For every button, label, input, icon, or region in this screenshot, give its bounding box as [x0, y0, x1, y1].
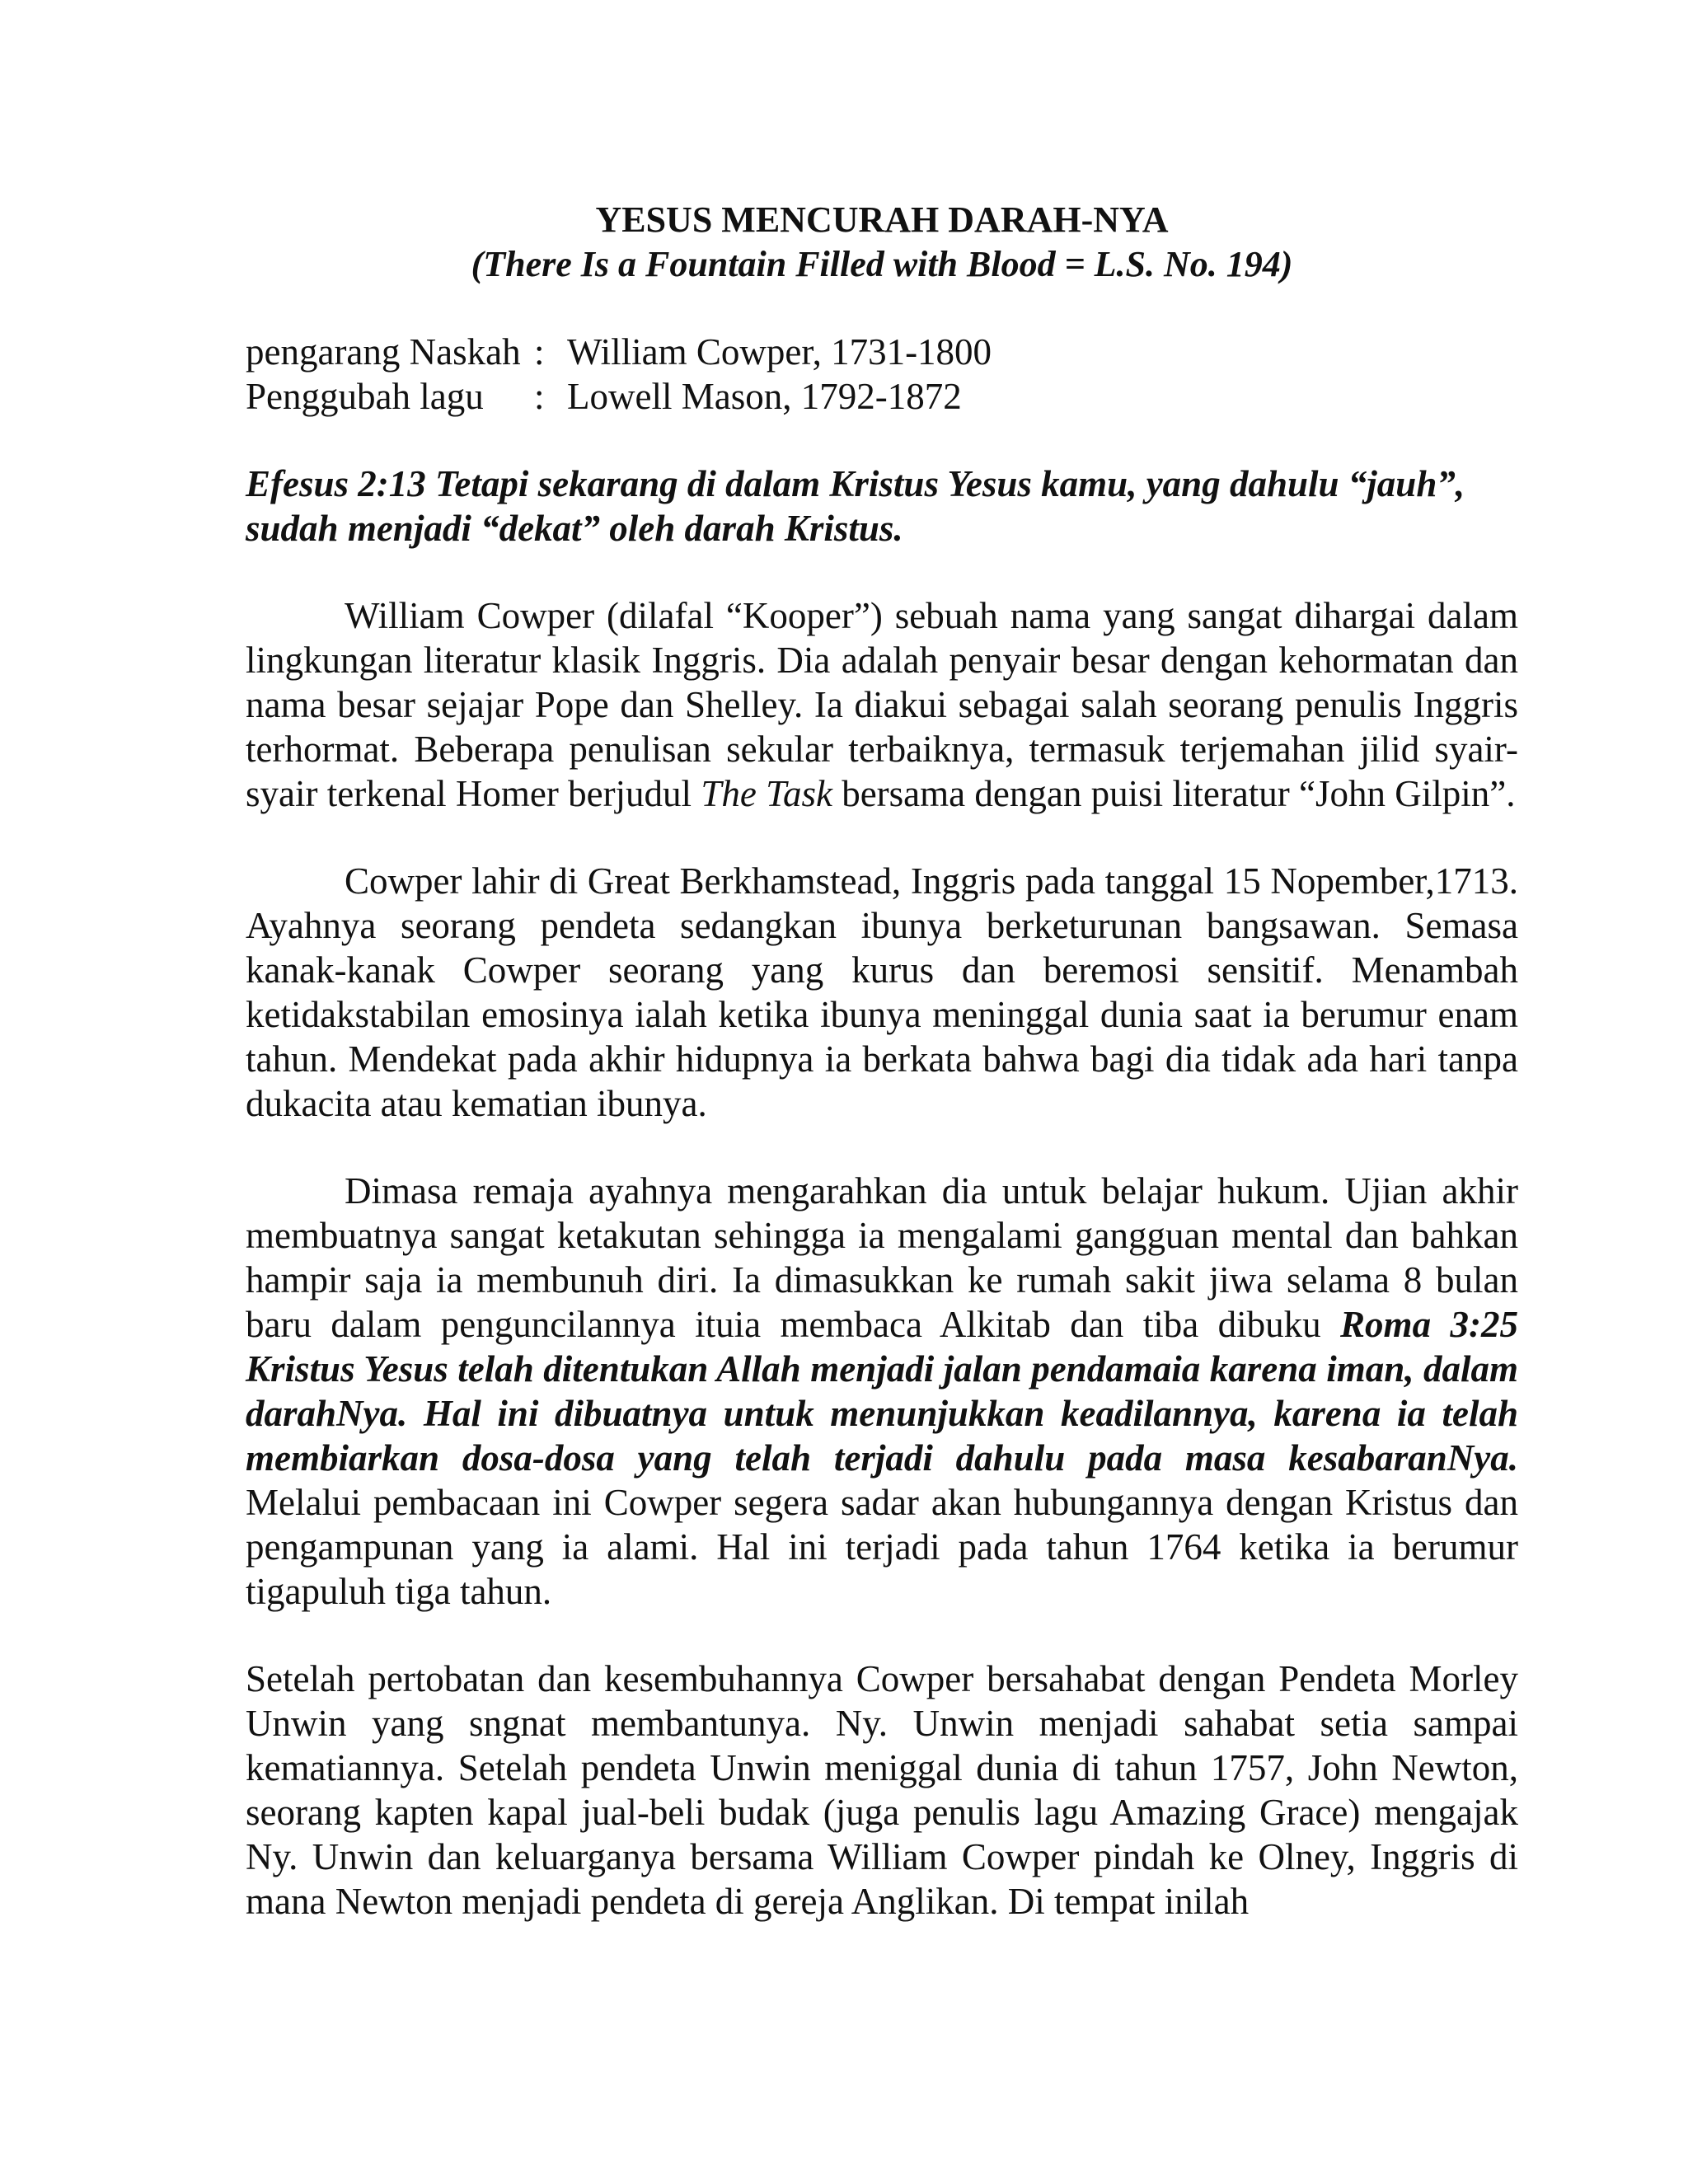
paragraph-text: William Cowper (dilafal “Kooper”) sebuah nama yang sangat dihargai dalam lingkungan literatur klasik Inggris. Dia adalah penyair besar dengan kehormatan dan nama besar sejajar Pope dan Shelley. Ia diakui sebagai salah seorang penulis Inggris terhormat. Beberapa penulisan sekular terbaiknya, termasuk terjemahan jilid syair-syair terkenal Homer berjudul	[246, 595, 1518, 814]
paragraph-text: Dimasa remaja ayahnya mengarahkan dia untuk belajar hukum. Ujian akhir membuatnya sangat ketakutan sehingga ia mengalami gangguan mental dan bahkan hampir saja ia membunuh diri. Ia dimasukkan ke rumah sakit jiwa selama 8 bulan baru dalam penguncilannya ituia membaca Alkitab dan tiba dibuku	[246, 1170, 1518, 1345]
document-page	[246, 198, 1518, 1924]
verse-line: sudah menjadi “dekat” oleh darah Kristus.	[246, 508, 903, 549]
paragraph-intro	[246, 593, 1518, 816]
scripture-verse	[246, 462, 1518, 551]
paragraph-text: bersama dengan puisi literatur “John Gilpin”.	[832, 773, 1516, 814]
paragraph-text: Melalui pembacaan ini Cowper segera sadar akan hubungannya dengan Kristus dan pengampunan yang ia alami. Hal ini terjadi pada tahun 1764 ketika ia berumur tigapuluh tiga tahun.	[246, 1482, 1518, 1612]
credit-label: pengarang Naskah	[246, 331, 521, 373]
paragraph-birth: Cowper lahir di Great Berkhamstead, Inggris pada tanggal 15 Nopember,1713. Ayahnya seorang pendeta sedangkan ibunya berketurunan bangsawan. Semasa kanak-kanak Cowper seorang yang kurus dan beremosi sensitif. Menambah ketidakstabilan emosinya ialah ketika ibunya meninggal dunia saat ia berumur enam tahun. Mendekat pada akhir hidupnya ia berkata bahwa bagi dia tidak ada hari tanpa dukacita atau kematian ibunya.	[246, 860, 1518, 1124]
book-title: The Task	[701, 773, 832, 814]
paragraph-youth	[246, 1169, 1518, 1614]
credit-row-author	[246, 330, 1518, 374]
credit-value: William Cowper, 1731-1800	[567, 331, 992, 373]
credit-row-composer	[246, 374, 1518, 419]
credit-colon: :	[534, 331, 545, 373]
scripture-quote: Roma 3:25 Kristus Yesus telah ditentukan Allah menjadi jalan pendamaia karena iman, dalam darahNya. Hal ini dibuatnya untuk menunjukkan keadilannya, karena ia telah membiarkan dosa-dosa yang telah terjadi dahulu pada masa kesabaranNya.	[246, 1304, 1518, 1479]
credit-label: Penggubah lagu	[246, 376, 484, 417]
paragraph-friendship: Setelah pertobatan dan kesembuhannya Cowper bersahabat dengan Pendeta Morley Unwin yang sngnat membantunya. Ny. Unwin menjadi sahabat setia sampai kematiannya. Setelah pendeta Unwin meniggal dunia di tahun 1757, John Newton, seorang kapten kapal jual-beli budak (juga penulis lagu Amazing Grace) mengajak Ny. Unwin dan keluarganya bersama William Cowper pindah ke Olney, Inggris di mana Newton menjadi pendeta di gereja Anglikan. Di tempat inilah	[246, 1658, 1518, 1922]
page-subtitle: (There Is a Fountain Filled with Blood = L.S. No. 194)	[471, 244, 1293, 284]
credit-colon: :	[534, 376, 545, 417]
credits-block	[246, 330, 1518, 419]
credit-value: Lowell Mason, 1792-1872	[567, 376, 962, 417]
page-title: YESUS MENCURAH DARAH-NYA	[595, 199, 1169, 240]
verse-line: Efesus 2:13 Tetapi sekarang di dalam Kristus Yesus kamu, yang dahulu “jauh”,	[246, 463, 1465, 504]
